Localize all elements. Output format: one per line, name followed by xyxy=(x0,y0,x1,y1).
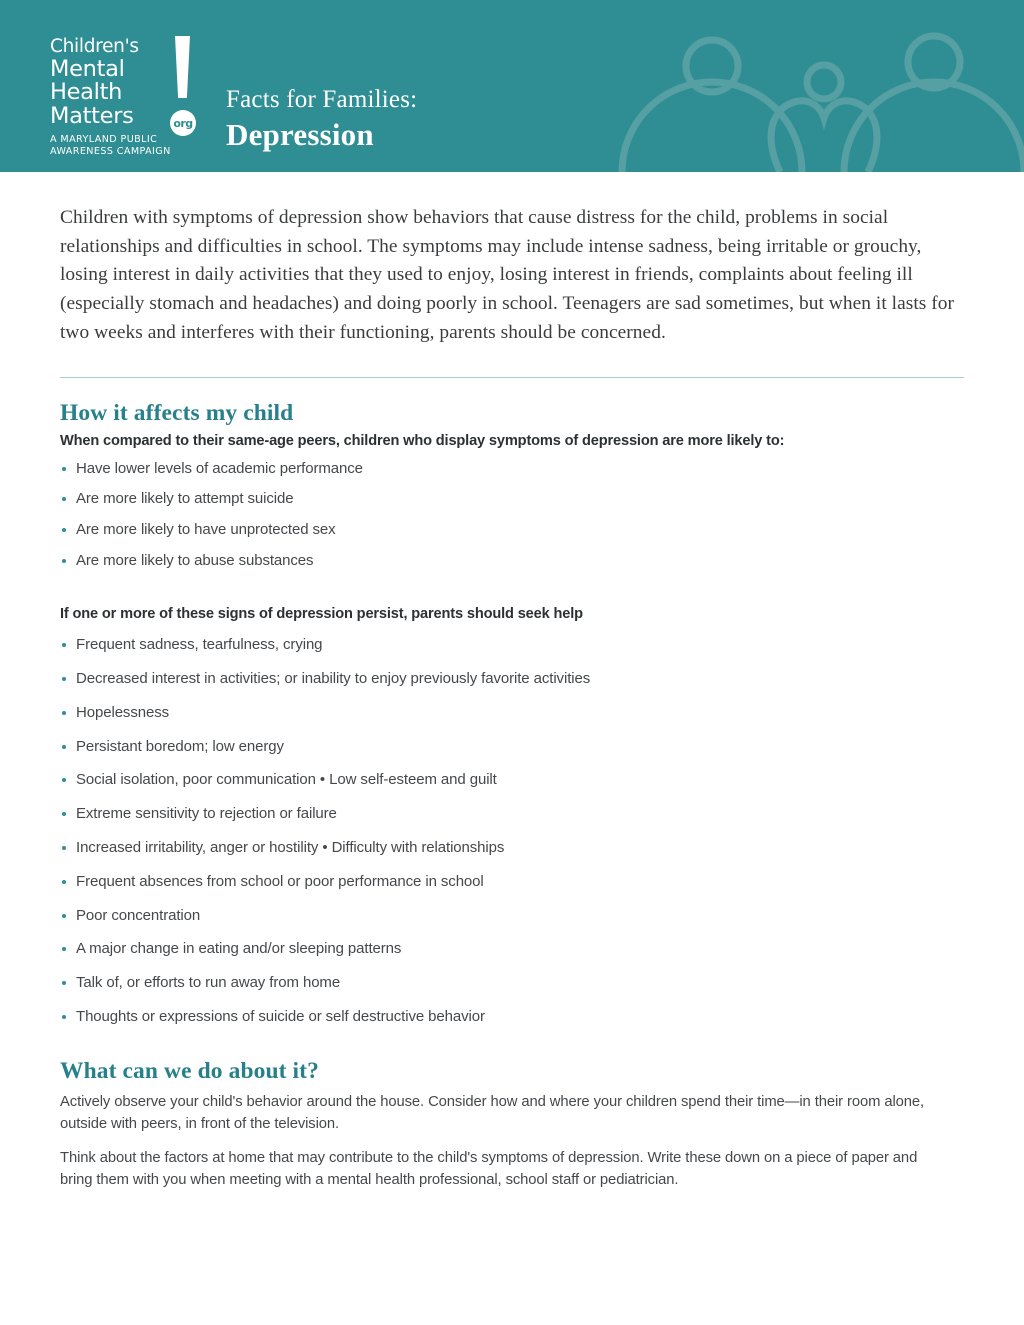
logo-line-1: Children's xyxy=(50,36,139,57)
effects-bullet-list xyxy=(60,460,964,571)
section-lead-text: When compared to their same-age peers, children who display symptoms of depression are more likely to: xyxy=(60,432,785,449)
list-item: Decreased interest in activities; or inability to enjoy previously favorite activities xyxy=(60,670,964,688)
exclamation-mark-icon xyxy=(174,36,191,98)
list-item: Are more likely to have unprotected sex xyxy=(60,521,964,539)
header-title-block xyxy=(226,38,417,153)
what-can-we-do-paragraph-1: Actively observe your child's behavior around the house. Consider how and where your children spend their time—in their room alone, outside with peers, in front of the television. xyxy=(60,1094,925,1132)
logo-tagline-line-2: AWARENESS CAMPAIGN xyxy=(50,146,171,158)
list-item: Are more likely to abuse substances xyxy=(60,552,964,570)
header-eyebrow: Facts for Families: xyxy=(226,86,418,113)
page-header xyxy=(0,0,1024,172)
list-item: Increased irritability, anger or hostility • Difficulty with relationships xyxy=(60,839,964,857)
logo-line-3: Health xyxy=(50,79,123,105)
list-item: Frequent sadness, tearfulness, crying xyxy=(60,636,964,654)
section-heading-what-can-we-do: What can we do about it? xyxy=(60,1058,319,1085)
logo-tagline-line-1: A MARYLAND PUBLIC xyxy=(50,134,158,145)
section-lead-text-signs: If one or more of these signs of depression persist, parents should seek help xyxy=(60,606,583,623)
intro-paragraph: Children with symptoms of depression show behaviors that cause distress for the child, problems in social relationships and difficulties in school. The symptoms may include intense sadness, being irritable or grouchy, losing interest in daily activities that they used to enjoy, losing interest in friends, complaints about feeling ill (especially stomach and headaches) and doing poorly in school. Teenagers are sad sometimes, but when it lasts for two weeks and interferes with their functioning, parents should be concerned. xyxy=(60,207,955,343)
list-item: Poor concentration xyxy=(60,907,964,925)
list-item: Frequent absences from school or poor performance in school xyxy=(60,873,964,891)
what-can-we-do-paragraph-2: Think about the factors at home that may contribute to the child's symptoms of depression. Write these down on a piece of paper and bring them with you when meeting with a mental health professional, school staff or pediatrician. xyxy=(60,1150,918,1188)
list-item: Talk of, or efforts to run away from home xyxy=(60,974,964,992)
organization-logo xyxy=(50,36,193,159)
logo-line-2: Mental xyxy=(50,55,125,82)
section-divider xyxy=(60,377,964,378)
list-item: Extreme sensitivity to rejection or failure xyxy=(60,805,964,823)
list-item: Social isolation, poor communication • Low self-esteem and guilt xyxy=(60,771,964,789)
logo-wordmark xyxy=(50,36,193,130)
list-item: Thoughts or expressions of suicide or self destructive behavior xyxy=(60,1008,964,1026)
document-content xyxy=(0,204,1024,1191)
list-item: A major change in eating and/or sleeping patterns xyxy=(60,940,964,958)
org-badge: org xyxy=(170,110,196,136)
list-item: Are more likely to attempt suicide xyxy=(60,490,964,508)
list-item: Hopelessness xyxy=(60,704,964,722)
list-item: Have lower levels of academic performance xyxy=(60,460,964,478)
section-heading-how-it-affects: How it affects my child xyxy=(60,399,294,426)
logo-tagline xyxy=(50,134,182,159)
list-item: Persistant boredom; low energy xyxy=(60,738,964,756)
page-title: Depression xyxy=(226,116,374,152)
signs-bullet-list xyxy=(60,636,964,1026)
header-inner xyxy=(0,0,1024,159)
logo-line-4: Matters xyxy=(50,102,134,129)
